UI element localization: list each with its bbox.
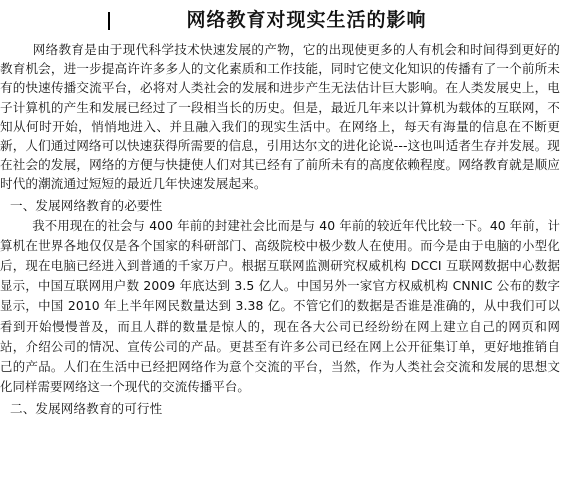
intro-paragraph: 网络教育是由于现代科学技术快速发展的产物，它的出现使更多的人有机会和时间得到更好的教育机会，进一步提高许许多多人的文化素质和工作技能，同时它使文化知识的传播有了一个前所未有的快速传播交流平台，必将对人类社会的发展和进步产生无法估计巨大影响。在人类发展史上，电子计算机的产生和发展已经过了一段相当长的历史。但是，最近几年来以计算机为载体的互联网，不知从何时开始，悄悄地进入、并且融入我们的现实生活中。在网络上，每天有海量的信息在不断更新，人们通过网络可以快速获得所需要的信息，引用达尔文的进化论说---这也叫适者生存并发展。现在社会的发展，网络的方便与快捷使人们对其已经有了前所未有的高度依赖程度。网络教育就是顺应时代的潮流通过短短的最近几年快速发展起来。	[0, 42, 560, 192]
document-title: 网络教育对现实生活的影响	[186, 9, 427, 31]
section-2-heading: 二、发展网络教育的可行性	[10, 401, 163, 417]
document-body	[0, 40, 560, 419]
section-1-paragraph: 我不用现在的社会与 400 年前的封建社会比而是与 40 年前的较近年代比较一下。40 年前，计算机在世界各地仅仅是各个国家的科研部门、高级院校中极少数人在使用。而今是由于电脑的小型化后，现在电脑已经进入到普通的千家万户。根据互联网监测研究权威机构 DCCI 互联网数据中心数据显示，中国互联网用户数 2009 年底达到 3.5 亿人。中国另外一家官方权威机构 CNNIC 公布的数字显示，中国 2010 年上半年网民数量达到 3.38 亿。不管它们的数据是否谁是准确的，从中我们可以看到开始慢慢普及，而且人群的数量是惊人的，现在各大公司已经纷纷在网上建立自己的网页和网站，介绍公司的情况、宣传公司的产品。更甚至有许多公司已经在网上公开征集订单，更好地推销自己的产品。人们在生活中已经把网络作为意个交流的平台，当然，作为人类社会交流和发展的思想文化同样需要网络这一个现代的交流传播平台。	[0, 217, 560, 395]
section-1-heading: 一、发展网络教育的必要性	[10, 197, 163, 213]
